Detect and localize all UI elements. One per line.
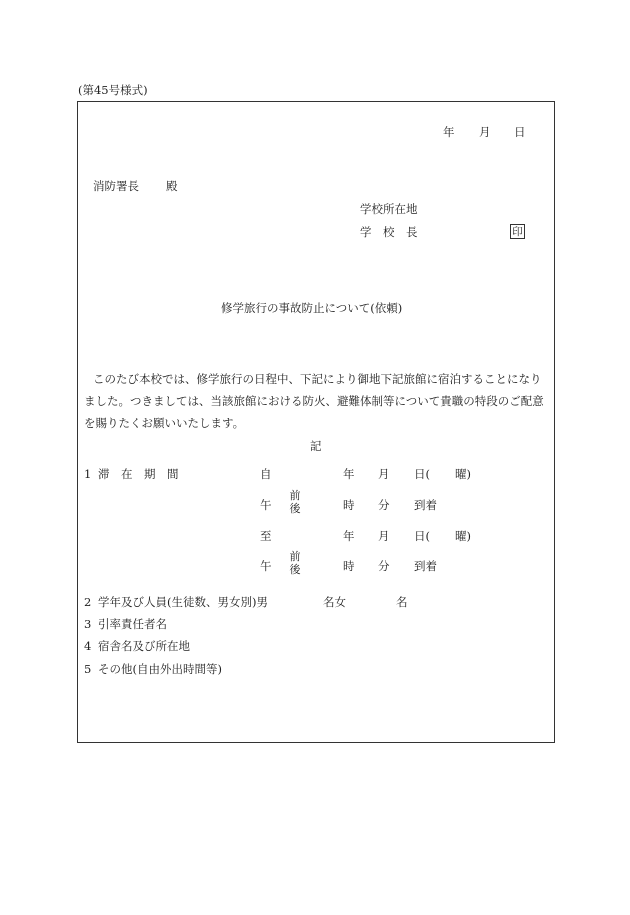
item4-number: 4 (84, 639, 92, 653)
body-line-2: ました。つきましては、当該旅館における防火、避難体制等について貴職の特段のご配意 (84, 394, 544, 408)
item4-label: 宿舎名及び所在地 (98, 639, 190, 653)
from-am-pm-stack (288, 490, 302, 515)
from-arrive-label: 到着 (414, 498, 437, 512)
to-am-label: 前 (289, 550, 301, 563)
to-noon-label: 午 (260, 559, 272, 573)
to-minute-label: 分 (378, 559, 390, 573)
to-pm-label: 後 (289, 562, 301, 576)
to-weekday-label: 曜) (455, 529, 471, 543)
date-year-label: 年 (443, 125, 455, 139)
item5-number: 5 (84, 662, 92, 676)
from-minute-label: 分 (378, 498, 390, 512)
item2-number: 2 (84, 595, 92, 609)
to-arrive-label: 到着 (414, 559, 437, 573)
ki-heading: 記 (310, 439, 322, 453)
item3-label: 引率責任者名 (98, 617, 167, 631)
date-month-label: 月 (479, 125, 491, 139)
item2-label: 学年及び人員(生徒数、男女別)男 (98, 595, 268, 609)
from-noon-label: 午 (260, 498, 272, 512)
body-line-1: このたび本校では、修学旅行の日程中、下記により御地下記旅館に宿泊することになり (93, 372, 542, 386)
item2-persons-label: 名 (396, 595, 408, 609)
from-year-label: 年 (343, 467, 355, 481)
from-am-label: 前 (289, 489, 301, 502)
item2-female-label: 名女 (323, 595, 346, 609)
from-weekday-label: 曜) (455, 467, 471, 481)
school-address-label: 学校所在地 (360, 202, 418, 216)
subject-title: 修学旅行の事故防止について(依頼) (221, 301, 403, 315)
to-day-label: 日( (414, 529, 430, 543)
from-hour-label: 時 (343, 498, 355, 512)
principal-label: 学 校 長 (360, 225, 418, 239)
to-hour-label: 時 (343, 559, 355, 573)
item1-label: 滞 在 期 間 (98, 467, 179, 481)
form-number: (第45号様式) (78, 83, 148, 97)
to-label: 至 (260, 529, 272, 543)
from-label: 自 (260, 467, 272, 481)
to-year-label: 年 (343, 529, 355, 543)
addressee-honorific: 殿 (166, 179, 178, 193)
from-pm-label: 後 (289, 501, 301, 515)
body-line-3: を賜りたくお願いいたします。 (84, 416, 245, 430)
seal-mark: 印 (510, 224, 525, 239)
item1-number: 1 (84, 467, 92, 481)
date-day-label: 日 (514, 125, 526, 139)
item5-label: その他(自由外出時間等) (98, 662, 222, 676)
item3-number: 3 (84, 617, 92, 631)
from-day-label: 日( (414, 467, 430, 481)
addressee-title: 消防署長 (93, 179, 139, 193)
from-month-label: 月 (378, 467, 390, 481)
to-am-pm-stack (288, 551, 302, 576)
to-month-label: 月 (378, 529, 390, 543)
